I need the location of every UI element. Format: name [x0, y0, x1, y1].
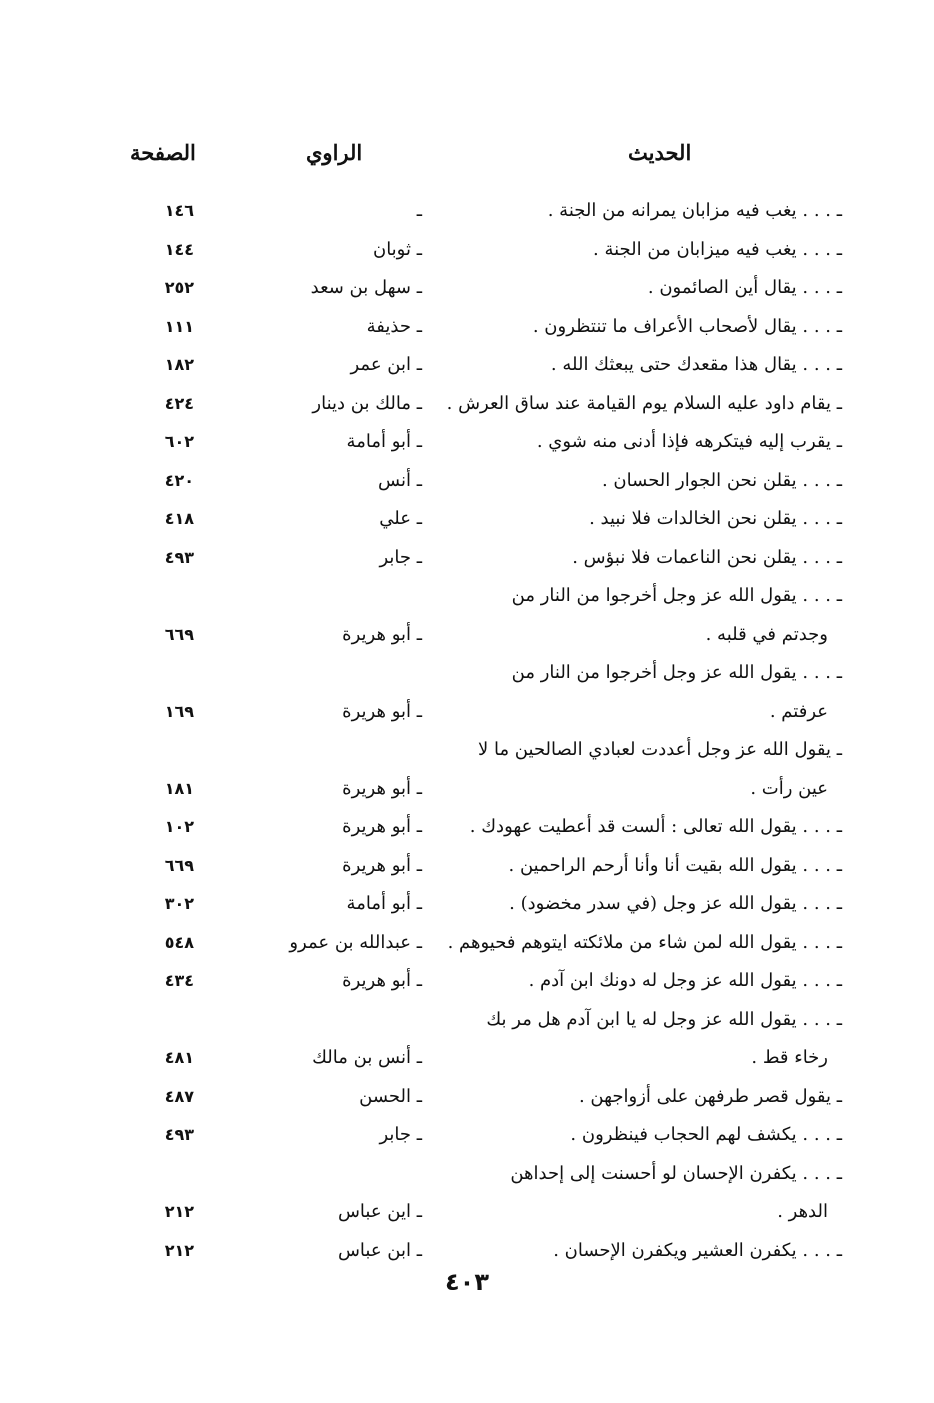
hadith-text-continuation: رخاء قط .: [751, 1047, 828, 1068]
hadith-text-line: ـ . . . يقول الله بقيت أنا وأنا أرحم الراحمين .: [508, 854, 842, 876]
hadith-text: [432, 385, 842, 424]
narrator: ـ ثوبان: [372, 238, 422, 260]
table-row: [0, 539, 934, 578]
table-row: [0, 1078, 934, 1117]
hadith-text-continuation: الدهر .: [777, 1201, 828, 1222]
table-row: [0, 962, 934, 1001]
narrator: ـ أبو هريرة: [342, 623, 422, 645]
page-ref: ٤١٨: [164, 509, 194, 528]
narrator: ـ: [416, 200, 422, 221]
table-row: [0, 346, 934, 385]
hadith-text: [432, 231, 842, 270]
narrator: ـ سهل بن سعد: [310, 277, 422, 298]
hadith-text: [432, 308, 842, 347]
hadith-text-line: ـ . . . يقول الله لمن شاء من ملائكته ايتوهم فحيوهم .: [447, 931, 842, 953]
table-row: [0, 808, 934, 847]
hadith-text-line: ـ . . . يقول الله عز وجل له دونك ابن آدم .: [528, 970, 842, 991]
hadith-text-line: ـ . . . يقال هذا مقعدك حتى يبعثك الله .: [550, 354, 842, 375]
narrator: ـ أبو هريرة: [342, 854, 422, 876]
narrator: ـ جابر: [379, 1124, 422, 1145]
page-ref: ١٨٢: [164, 355, 194, 374]
table-row: [0, 423, 934, 462]
hadith-text: [432, 1078, 842, 1117]
page-number: ٤٠٣: [445, 1268, 489, 1296]
table-row: [0, 231, 934, 270]
table-row: [0, 847, 934, 886]
page-ref: ٤٩٣: [164, 547, 194, 567]
hadith-text-continuation: عين رأت .: [750, 777, 828, 799]
header-page: الصفحة: [130, 140, 196, 165]
hadith-text-line: ـ . . . يقول الله عز وجل (في سدر مخضود) .: [509, 893, 842, 914]
narrator: ـ أبو أمامة: [346, 893, 422, 914]
table-row: [0, 192, 934, 231]
narrator: ـ الحسن: [359, 1085, 422, 1107]
page-ref: ٢١٢: [164, 1240, 194, 1260]
narrator: ـ أبو هريرة: [342, 700, 422, 722]
hadith-text: [432, 500, 842, 539]
hadith-text-continuation: وجدتم في قلبه .: [705, 623, 828, 645]
table-row: [0, 1001, 934, 1078]
page-ref: ٦٠٢: [164, 432, 194, 451]
page-ref: ١٤٤: [164, 239, 194, 259]
page-ref: ٤٣٤: [164, 971, 194, 990]
page-ref: ٣٠٢: [164, 894, 194, 913]
page-ref: ٥٤٨: [164, 932, 194, 952]
hadith-text-line: ـ . . . يقول الله عز وجل أخرجوا من النار من: [511, 585, 842, 606]
hadith-text-line: ـ . . . يقال لأصحاب الأعراف ما تنتظرون .: [532, 315, 842, 337]
narrator: ـ اين عباس: [337, 1201, 422, 1222]
narrator: ـ أبو هريرة: [342, 816, 422, 837]
narrator: ـ ابن عمر: [350, 354, 422, 375]
narrator: ـ عبدالله بن عمرو: [289, 931, 422, 953]
hadith-text: [432, 577, 842, 654]
page-ref: ١١١: [164, 316, 194, 336]
narrator: ـ أبو أمامة: [346, 431, 422, 452]
page-ref: ٤٩٣: [164, 1125, 194, 1144]
hadith-text: [432, 1001, 842, 1078]
table-row: [0, 1155, 934, 1232]
table-header: [0, 140, 934, 176]
hadith-text-line: ـ . . . يقلن نحن الناعمات فلا نبؤس .: [572, 546, 842, 568]
table-row: [0, 731, 934, 808]
page-ref: ٢٥٢: [164, 278, 194, 297]
table-row: [0, 885, 934, 924]
hadith-text: [432, 847, 842, 886]
hadith-text-line: ـ . . . يغب فيه ميزابان من الجنة .: [593, 238, 842, 260]
hadith-text: [432, 885, 842, 924]
page-ref: ١٤٦: [164, 201, 194, 220]
hadith-text-line: ـ يقرب إليه فيتكرهه فإذا أدنى منه شوي .: [536, 431, 842, 452]
hadith-text-line: ـ . . . يكفرن الإحسان لو أحسنت إلى إحداهن: [510, 1162, 842, 1184]
narrator: ـ ابن عباس: [337, 1239, 422, 1261]
hadith-text: [432, 346, 842, 385]
narrator: ـ جابر: [379, 546, 422, 568]
page-ref: ١٦٩: [164, 701, 194, 721]
hadith-text: [432, 269, 842, 308]
hadith-text: [432, 1116, 842, 1155]
page-ref: ٤٢٠: [164, 470, 194, 490]
hadith-text-line: ـ . . . يكشف لهم الحجاب فينظرون .: [570, 1124, 842, 1145]
header-narrator: الراوي: [306, 140, 363, 165]
hadith-text-line: ـ يقول قصر طرفهن على أزواجهن .: [578, 1085, 842, 1107]
header-hadith: الحديث: [628, 140, 692, 165]
hadith-text: [432, 924, 842, 963]
page-ref: ٤٨٧: [164, 1086, 194, 1106]
hadith-text-line: ـ يقام داود عليه السلام يوم القيامة عند ساق العرش .: [446, 392, 842, 414]
table-row: [0, 1116, 934, 1155]
hadith-text-line: ـ . . . يقول الله تعالى : ألست قد أعطيت عهودك .: [469, 816, 842, 837]
hadith-text-line: ـ . . . يقول الله عز وجل أخرجوا من النار من: [511, 662, 842, 683]
table-row: [0, 269, 934, 308]
table-row: [0, 500, 934, 539]
narrator: ـ أبو هريرة: [342, 777, 422, 799]
narrator: ـ أبو هريرة: [342, 970, 422, 991]
table-row: [0, 577, 934, 654]
hadith-text: [432, 962, 842, 1001]
index-table-body: [0, 192, 934, 1270]
page-ref: ١٨١: [164, 778, 194, 798]
table-row: [0, 308, 934, 347]
narrator: ـ حذيفة: [366, 315, 422, 337]
hadith-text-line: ـ . . . يكفرن العشير ويكفرن الإحسان .: [553, 1239, 842, 1261]
table-row: [0, 462, 934, 501]
hadith-text: [432, 192, 842, 231]
table-row: [0, 385, 934, 424]
hadith-text-line: ـ . . . يقول الله عز وجل له يا ابن آدم هل مر بك: [486, 1008, 842, 1030]
narrator: ـ أنس بن مالك: [312, 1047, 422, 1068]
hadith-text: [432, 654, 842, 731]
narrator: ـ مالك بن دينار: [312, 392, 422, 414]
hadith-text-line: ـ . . . يقال أين الصائمون .: [647, 277, 842, 298]
hadith-text-line: ـ . . . يقلن نحن الخالدات فلا نبيد .: [589, 508, 842, 529]
narrator: ـ علي: [379, 508, 422, 529]
page-ref: ٦٦٩: [164, 855, 194, 875]
hadith-text-line: ـ . . . يقلن نحن الجوار الحسان .: [601, 469, 842, 491]
hadith-text: [432, 808, 842, 847]
table-row: [0, 1232, 934, 1271]
hadith-text: [432, 462, 842, 501]
hadith-text: [432, 731, 842, 808]
page-ref: ١٠٢: [164, 817, 194, 836]
hadith-text-continuation: عرفتم .: [769, 700, 828, 722]
page-ref: ٤٨١: [164, 1048, 194, 1067]
page-ref: ٤٢٤: [164, 393, 194, 413]
hadith-text-line: ـ يقول الله عز وجل أعددت لعبادي الصالحين ما لا: [477, 739, 842, 760]
hadith-text: [432, 1232, 842, 1271]
hadith-text-line: ـ . . . يغب فيه مزابان يمرانه من الجنة .: [547, 200, 842, 221]
table-row: [0, 924, 934, 963]
hadith-text: [432, 539, 842, 578]
hadith-text: [432, 423, 842, 462]
narrator: ـ أنس: [378, 469, 422, 491]
page-ref: ٦٦٩: [164, 624, 194, 644]
hadith-text: [432, 1155, 842, 1232]
table-row: [0, 654, 934, 731]
page-ref: ٢١٢: [164, 1202, 194, 1221]
